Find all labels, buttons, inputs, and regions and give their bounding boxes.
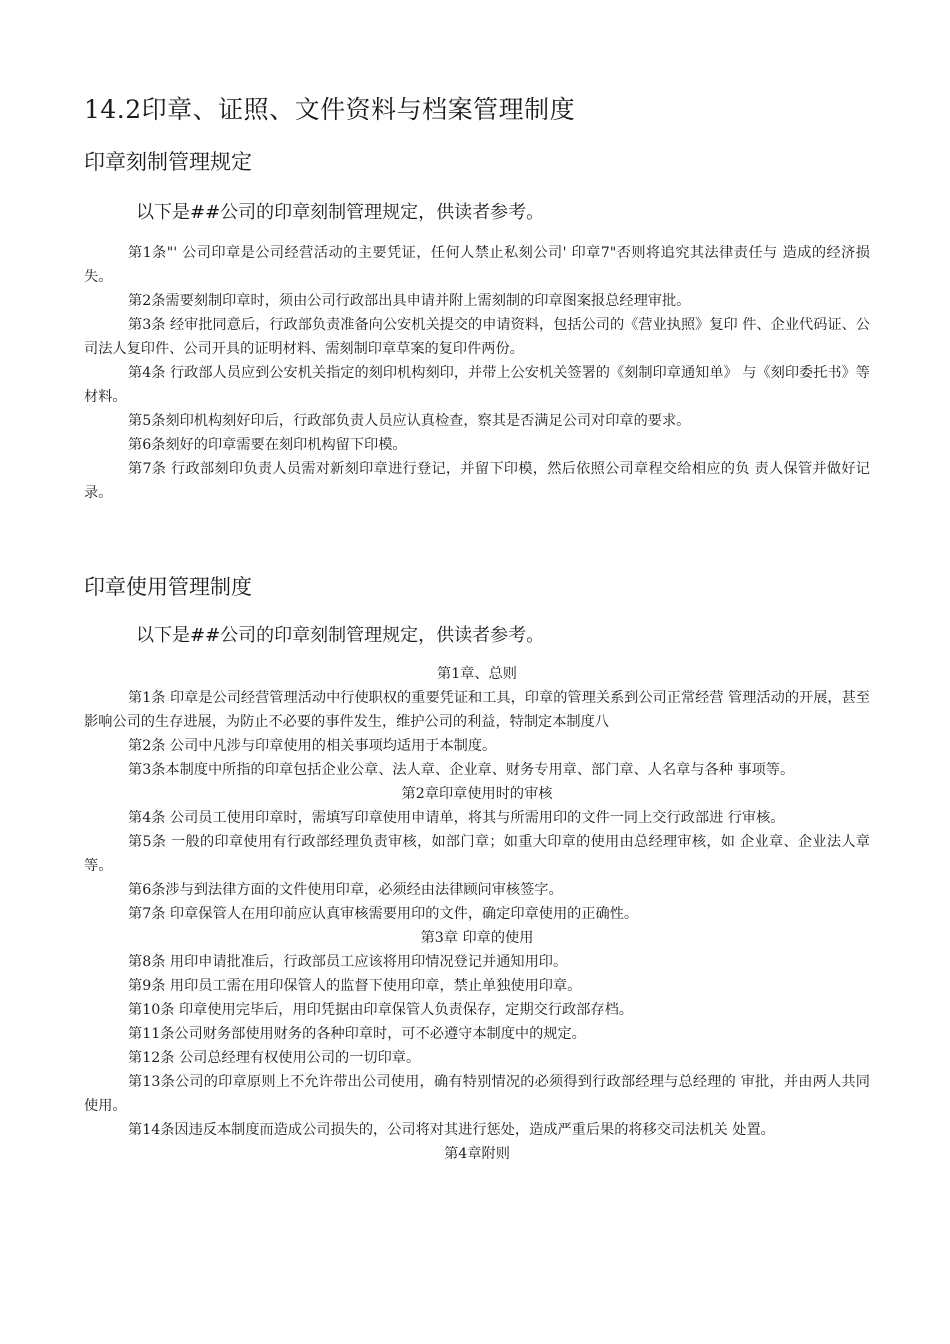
paragraph: 第1条 印章是公司经营管理活动中行使职权的重要凭证和工具，印章的管理关系到公司正常经营 管理活动的开展，甚至影响公司的生存进展，为防止不必要的事件发生，维护公司的利益，特制定本制度八 [84, 690, 870, 730]
section1-heading: 印章刻制管理规定 [84, 150, 252, 174]
chapter-heading: 第3章 印章的使用 [420, 930, 534, 946]
paragraph: 第14条因违反本制度而造成公司损失的，公司将对其进行惩处，造成严重后果的将移交司法机关 处置。 [128, 1122, 775, 1138]
chapter-heading: 第1章、总则 [437, 666, 517, 682]
paragraph: 第10条 印章使用完毕后，用印凭据由印章保管人负责保存，定期交行政部存档。 [128, 1002, 633, 1018]
paragraph: 第1条"' 公司印章是公司经营活动的主要凭证，任何人禁止私刻公司' 印章7"否则将追究其法律责任与 造成的经济损失。 [84, 245, 870, 285]
paragraph: 第12条 公司总经理有权使用公司的一切印章。 [128, 1050, 421, 1066]
paragraph: 第6条涉与到法律方面的文件使用印章，必须经由法律顾问审核签字。 [128, 882, 563, 898]
section2-body [84, 662, 870, 1166]
section2-heading: 印章使用管理制度 [84, 575, 252, 599]
page-title: 14.2印章、证照、文件资料与档案管理制度 [84, 95, 576, 124]
paragraph: 第3条 经审批同意后，行政部负责准备向公安机关提交的申请资料，包括公司的《营业执照》复印 件、企业代码证、公司法人复印件、公司开具的证明材料、需刻制印章草案的复印件两份。 [84, 317, 870, 357]
section1-body [84, 241, 870, 505]
paragraph: 第3条本制度中所指的印章包括企业公章、法人章、企业章、财务专用章、部门章、人名章与各种 事项等。 [128, 762, 795, 778]
section2-intro: 以下是##公司的印章刻制管理规定，供读者参考。 [136, 625, 545, 646]
paragraph: 第4条 行政部人员应到公安机关指定的刻印机构刻印，并带上公安机关签署的《刻制印章通知单》 与《刻印委托书》等材料。 [84, 365, 870, 405]
paragraph: 第6条刻好的印章需要在刻印机构留下印模。 [128, 437, 407, 453]
paragraph: 第2条需要刻制印章时，须由公司行政部出具申请并附上需刻制的印章图案报总经理审批。 [128, 293, 691, 309]
paragraph: 第11条公司财务部使用财务的各种印章时，可不必遵守本制度中的规定。 [128, 1026, 586, 1042]
chapter-heading: 第2章印章使用时的审核 [401, 786, 553, 802]
paragraph: 第7条 印章保管人在用印前应认真审核需要用印的文件，确定印章使用的正确性。 [128, 906, 639, 922]
paragraph: 第9条 用印员工需在用印保管人的监督下使用印章，禁止单独使用印章。 [128, 978, 582, 994]
chapter-heading: 第4章附则 [444, 1146, 510, 1162]
paragraph: 第2条 公司中凡涉与印章使用的相关事项均适用于本制度。 [128, 738, 497, 754]
paragraph: 第8条 用印申请批准后，行政部员工应该将用印情况登记并通知用印。 [128, 954, 568, 970]
paragraph: 第13条公司的印章原则上不允许带出公司使用，确有特别情况的必须得到行政部经理与总经理的 审批，并由两人共同使用。 [84, 1074, 870, 1114]
paragraph: 第5条刻印机构刻好印后，行政部负责人员应认真检查，察其是否满足公司对印章的要求。 [128, 413, 691, 429]
paragraph: 第7条 行政部刻印负责人员需对新刻印章进行登记，并留下印模，然后依照公司章程交给相应的负 责人保管并做好记录。 [84, 461, 870, 501]
paragraph: 第4条 公司员工使用印章时，需填写印章使用申请单，将其与所需用印的文件一同上交行政部进 行审核。 [128, 810, 785, 826]
section1-intro: 以下是##公司的印章刻制管理规定，供读者参考。 [136, 202, 545, 223]
paragraph: 第5条 一般的印章使用有行政部经理负责审核，如部门章；如重大印章的使用由总经理审核，如 企业章、企业法人章等。 [84, 834, 870, 874]
